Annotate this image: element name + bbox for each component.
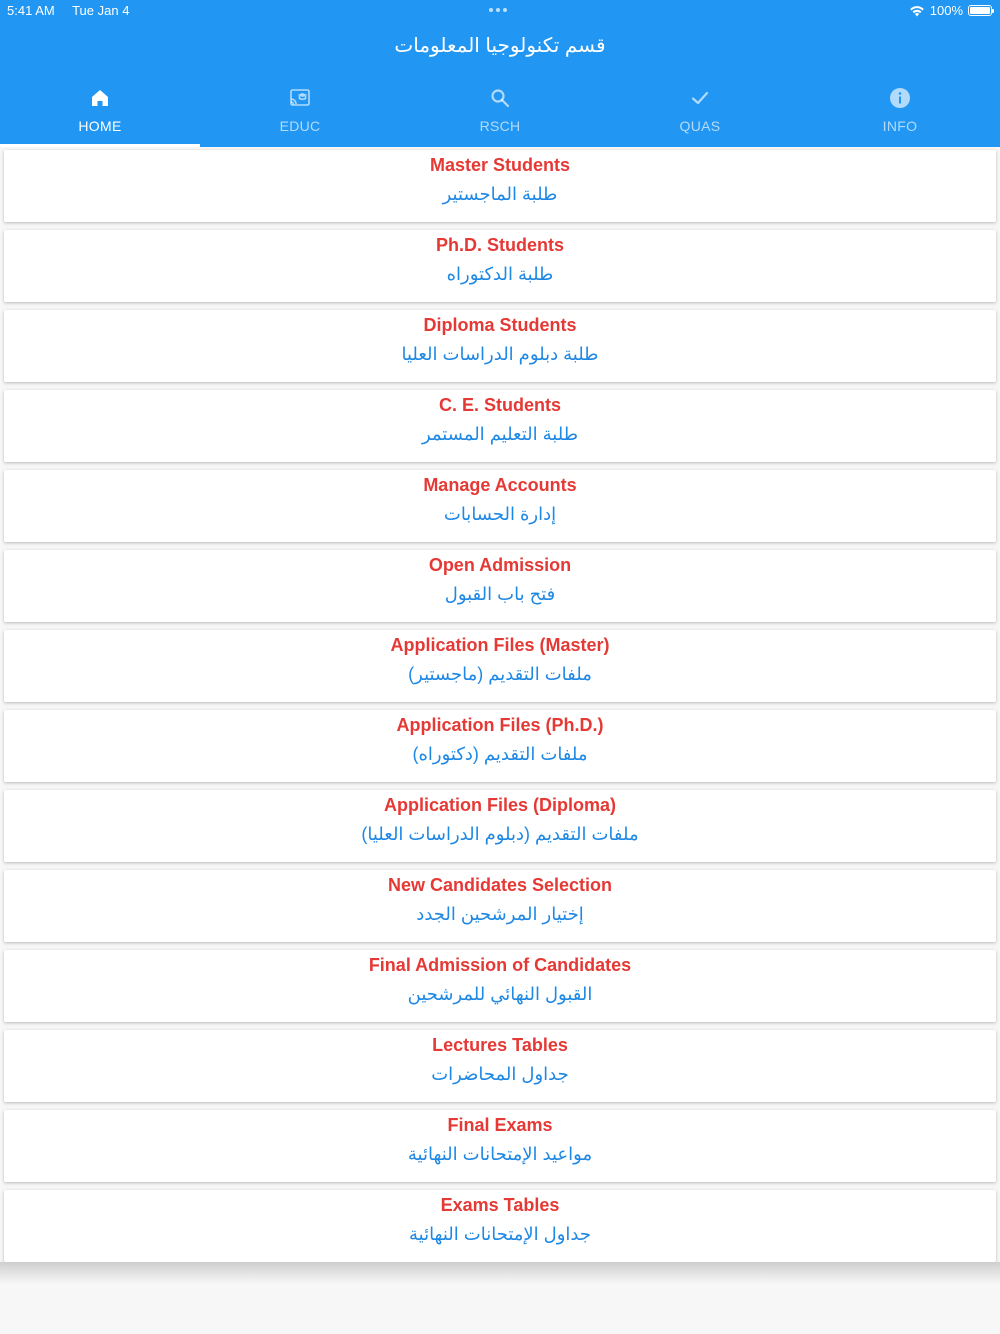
list-item[interactable]: [4, 550, 996, 622]
list-item[interactable]: [4, 390, 996, 462]
list-item[interactable]: [4, 1190, 996, 1262]
tab-label: HOME: [78, 118, 122, 134]
check-icon: [688, 86, 712, 110]
status-date: Tue Jan 4: [72, 3, 130, 18]
item-subtitle: جداول المحاضرات: [431, 1064, 569, 1084]
list-item[interactable]: [4, 230, 996, 302]
app-header: [0, 0, 1000, 147]
item-title: Application Files (Ph.D.): [396, 715, 604, 735]
list-item[interactable]: [4, 1110, 996, 1182]
item-title: Ph.D. Students: [435, 235, 564, 255]
item-subtitle: إختيار المرشحين الجدد: [416, 904, 584, 924]
item-title: Lectures Tables: [432, 1035, 568, 1055]
list-item[interactable]: [4, 710, 996, 782]
item-title: Application Files (Master): [390, 635, 610, 655]
tab-home[interactable]: [0, 80, 200, 147]
home-icon: [88, 86, 112, 110]
item-subtitle: ملفات التقديم (ماجستير): [408, 664, 592, 684]
list-item[interactable]: [4, 470, 996, 542]
item-subtitle: طلبة الماجستير: [442, 184, 558, 204]
item-subtitle: القبول النهائي للمرشحين: [407, 984, 593, 1004]
tab-info[interactable]: [800, 80, 1000, 147]
list-bottom-shadow: [0, 1262, 1000, 1284]
tab-label: RSCH: [479, 118, 521, 134]
menu-list: [4, 150, 996, 1270]
item-subtitle: جداول الإمتحانات النهائية: [408, 1224, 592, 1244]
item-subtitle: طلبة التعليم المستمر: [421, 424, 579, 444]
list-item[interactable]: [4, 1030, 996, 1102]
item-subtitle: إدارة الحسابات: [443, 504, 557, 524]
status-bar: [0, 0, 1000, 22]
item-subtitle: مواعيد الإمتحانات النهائية: [407, 1144, 593, 1164]
tab-educ[interactable]: [200, 80, 400, 147]
item-subtitle: ملفات التقديم (دكتوراه): [412, 744, 588, 764]
tab-label: INFO: [882, 118, 918, 134]
item-subtitle: فتح باب القبول: [444, 584, 556, 604]
cast-education-icon: [288, 86, 312, 110]
list-item[interactable]: [4, 310, 996, 382]
tab-rsch[interactable]: [400, 80, 600, 147]
wifi-icon: [909, 5, 925, 17]
item-subtitle: طلبة دبلوم الدراسات العليا: [401, 344, 599, 364]
item-title: Exams Tables: [440, 1195, 560, 1215]
list-item[interactable]: [4, 870, 996, 942]
page-title: قسم تكنولوجيا المعلومات: [394, 35, 606, 57]
info-icon: [888, 86, 912, 110]
battery-percent: 100%: [929, 3, 963, 18]
item-title: Open Admission: [428, 555, 572, 575]
tab-quas[interactable]: [600, 80, 800, 147]
status-time: 5:41 AM: [7, 3, 55, 18]
list-item[interactable]: [4, 630, 996, 702]
tab-bar: [0, 80, 1000, 147]
search-icon: [488, 86, 512, 110]
item-title: Final Admission of Candidates: [368, 955, 632, 975]
item-title: Master Students: [429, 155, 571, 175]
list-item[interactable]: [4, 950, 996, 1022]
item-title: New Candidates Selection: [387, 875, 613, 895]
item-title: Application Files (Diploma): [383, 795, 616, 815]
item-title: Manage Accounts: [423, 475, 577, 495]
battery-icon: [968, 5, 992, 16]
multitask-dots-icon[interactable]: [489, 8, 511, 14]
item-subtitle: طلبة الدكتوراه: [446, 264, 554, 284]
list-item[interactable]: [4, 790, 996, 862]
tab-label: QUAS: [679, 118, 721, 134]
item-title: C. E. Students: [438, 395, 561, 415]
tab-label: EDUC: [279, 118, 321, 134]
list-item[interactable]: [4, 150, 996, 222]
item-title: Final Exams: [447, 1115, 553, 1135]
item-title: Diploma Students: [423, 315, 577, 335]
item-subtitle: ملفات التقديم (دبلوم الدراسات العليا): [361, 824, 639, 844]
